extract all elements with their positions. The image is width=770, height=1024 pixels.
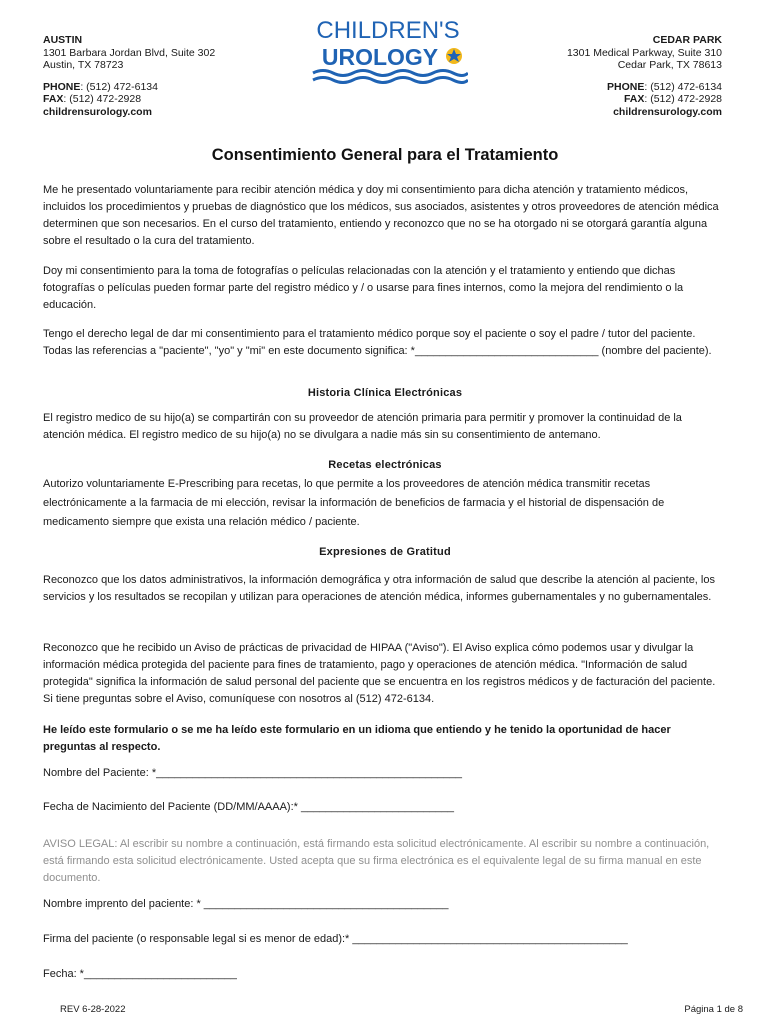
cedar-park-fax-label: FAX (623, 93, 645, 105)
printed-name-field[interactable]: Nombre imprento del paciente: * ________________________________________ (43, 898, 449, 910)
austin-website: childrensurology.com (43, 105, 152, 118)
cedar-park-address-line1: 1301 Medical Parkway, Suite 310 (566, 46, 722, 59)
austin-phone: : (512) 472-6134 (80, 80, 158, 93)
austin-address-line1: 1301 Barbara Jordan Blvd, Suite 302 (43, 46, 216, 59)
cedar-park-phone: : (512) 472-6134 (644, 80, 722, 93)
ehr-paragraph: El registro medico de su hijo(a) se compartirán con su proveedor de atención primaria para permitir y promover la continuidad de la atención médica. El registro medico de su hijo(a) no se divulgara a nadie más sin su consentimiento de antemano. (43, 412, 682, 441)
logo-line2: UROLOGY (321, 44, 439, 70)
cedar-park-address-block (567, 34, 722, 118)
page-number: Página 1 de 8 (684, 1004, 743, 1015)
cedar-park-fax: : (512) 472-2928 (644, 93, 722, 105)
austin-city: AUSTIN (43, 34, 83, 46)
childrens-urology-logo (308, 14, 468, 84)
patient-name-field[interactable]: Nombre del Paciente: *__________________________________________________ (43, 767, 462, 779)
cedar-park-website: childrensurology.com (613, 105, 722, 118)
legal-notice: AVISO LEGAL: Al escribir su nombre a continuación, está firmando esta solicitud electrónicamente. Al escribir su nombre a continuación, está firmando esta solicitud electrónicamente. Usted acepta que su firma electrónica es el equivalente legal de su firma manual en este documento. (43, 838, 710, 884)
austin-phone-label: PHONE (43, 80, 81, 93)
austin-address-line2: Austin, TX 78723 (43, 59, 124, 71)
gratitude-paragraph: Reconozco que los datos administrativos, la información demográfica y otra información de salud que describe la atención al paciente, los servicios y los resultados se recopilan y utilizan para operaciones de atención médica, informes gubernamentales y no gubernamentales. (43, 574, 715, 603)
austin-fax-label: FAX (43, 93, 64, 105)
document-title: Consentimiento General para el Tratamiento (211, 146, 559, 164)
date-field[interactable]: Fecha: *_________________________ (43, 968, 237, 980)
section-heading-eprescribing: Recetas electrónicas (328, 459, 442, 471)
austin-fax: : (512) 472-2928 (63, 93, 142, 105)
cedar-park-phone-label: PHONE (607, 80, 645, 93)
austin-address-block (43, 34, 215, 118)
hipaa-paragraph: Reconozco que he recibido un Aviso de prácticas de privacidad de HIPAA ("Aviso"). El Aviso explica cómo podemos usar y divulgar la información médica protegida del paciente para fines de tratamiento, pago y operaciones de atención médica. "Información de salud protegida" significa la información de salud personal del paciente que se encuentra en los registros médicos y de facturación del paciente. Si tiene preguntas sobre el Aviso, comuníquese con nosotros al (512) 472-6134. (43, 642, 716, 705)
logo-line1: CHILDREN'S (316, 17, 460, 44)
consent-paragraph-legal-right: Tengo el derecho legal de dar mi consentimiento para el tratamiento médico porque soy el paciente o soy el padre / tutor del paciente. Todas las referencias a "paciente", "yo" y "mi" en este documento significa: *______________________________ (nombre del paciente). (43, 328, 712, 357)
eprescribing-paragraph: Autorizo voluntariamente E-Prescribing para recetas, lo que permite a los proveedores de atención médica transmitir recetas electrónicamente a la farmacia de mi elección, revisar la información de beneficios de farmacia y el historial de dispensación de medicamento siempre que exista una relación médico / paciente. (43, 478, 665, 528)
revision-label: REV 6-28-2022 (60, 1004, 126, 1015)
section-heading-ehr: Historia Clínica Electrónicas (307, 387, 463, 399)
consent-paragraph-1: Me he presentado voluntariamente para recibir atención médica y doy mi consentimiento para dicha atención y tratamiento médicos, incluidos los procedimientos y pruebas de diagnóstico que los médicos, sus asociados, asistentes y otros proveedores de atención médica determinen que son necesarios. En el curso del tratamiento, entiendo y reconozco que no se ha otorgado ni se otorgará garantía alguna sobre el resultado o la cura del tratamiento. (43, 184, 719, 247)
section-heading-gratitude: Expresiones de Gratitud (319, 546, 451, 558)
signature-field[interactable]: Firma del paciente (o responsable legal si es menor de edad):* _____________________________________________ (43, 933, 628, 945)
acknowledgement-statement: He leído este formulario o se me ha leído este formulario en un idioma que entiendo y he tenido la oportunidad de hacer preguntas al respecto. (43, 724, 671, 753)
patient-dob-field[interactable]: Fecha de Nacimiento del Paciente (DD/MM/AAAA):* _________________________ (43, 801, 454, 813)
logo-wave-1 (313, 71, 468, 76)
consent-paragraph-photos: Doy mi consentimiento para la toma de fotografías o películas relacionadas con la atención y el tratamiento y entiendo que dichas fotografías o películas pueden formar parte del registro médico y / o usarse para fines internos, como la mejora del rendimiento o la educación. (43, 265, 684, 311)
logo-wave-2 (313, 78, 468, 83)
cedar-park-city: CEDAR PARK (652, 34, 722, 46)
cedar-park-address-line2: Cedar Park, TX 78613 (617, 59, 722, 71)
